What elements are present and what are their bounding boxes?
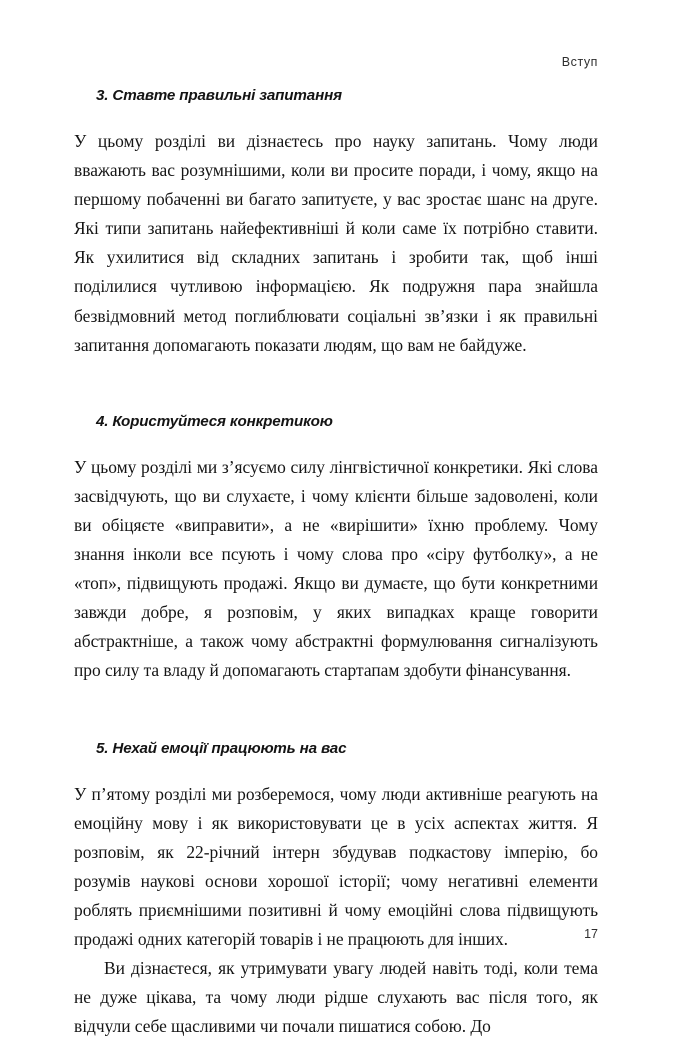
paragraph: Ви дізнаєтеся, як утримувати увагу людей навіть тоді, коли тема не дуже цікава, та чому люди рідше слухають вас після того, як відчули себе щасливими чи почали пишатися собою. До <box>74 954 598 1041</box>
paragraph: У п’ятому розділі ми розберемося, чому люди активніше реагують на емоційну мову і як використовувати це в усіх аспектах життя. Я розповім, як 22-річний інтерн збудував подкастову імперію, бо розумів наукові основи хорошої історії; чому негативні елементи роблять приємнішими позитивні й чому емоційні слова підвищують продажі одних категорій товарів і не працюють для інших. <box>74 780 598 955</box>
section-heading-4: 4. Користуйтеся конкретикою <box>96 412 598 431</box>
section-heading-3: 3. Ставте правильні запитання <box>96 86 598 105</box>
page-number: 17 <box>74 928 598 941</box>
paragraph: У цьому розділі ви дізнаєтесь про науку запитань. Чому люди вважають вас розумнішими, коли ви просите поради, і чому, якщо на першому побаченні ви багато запитуєте, у вас зростає шанс на друге. Які типи запитань найефективніші й коли саме їх потрібно ставити. Як ухилитися від складних запитань і зробити так, щоб інші поділилися чутливою інформацією. Як подружня пара знайшла безвідмовний метод поглиблювати соціальні зв’язки і як правильні запитання допомагають показати людям, що вам не байдуже. <box>74 127 598 360</box>
paragraph: У цьому розділі ми з’ясуємо силу лінгвістичної конкретики. Які слова засвідчують, що ви слухаєте, і чому клієнти більше задоволені, коли ви обіцяєте «виправити», а не «вирішити» їхню проблему. Чому знання інколи все псують і чому слова про «сіру футболку», а не «топ», підвищують продажі. Якщо ви думаєте, що бути конкретними завжди добре, я розповім, у яких випадках краще говорити абстрактніше, а також чому абстрактні формулювання сигналізують про силу та владу й допомагають стартапам здобути фінансування. <box>74 453 598 686</box>
text-column <box>74 86 598 1041</box>
section-5 <box>74 739 598 1041</box>
section-3 <box>74 86 598 360</box>
running-header: Вступ <box>74 56 598 69</box>
section-4 <box>74 412 598 686</box>
section-heading-5: 5. Нехай емоції працюють на вас <box>96 739 598 758</box>
